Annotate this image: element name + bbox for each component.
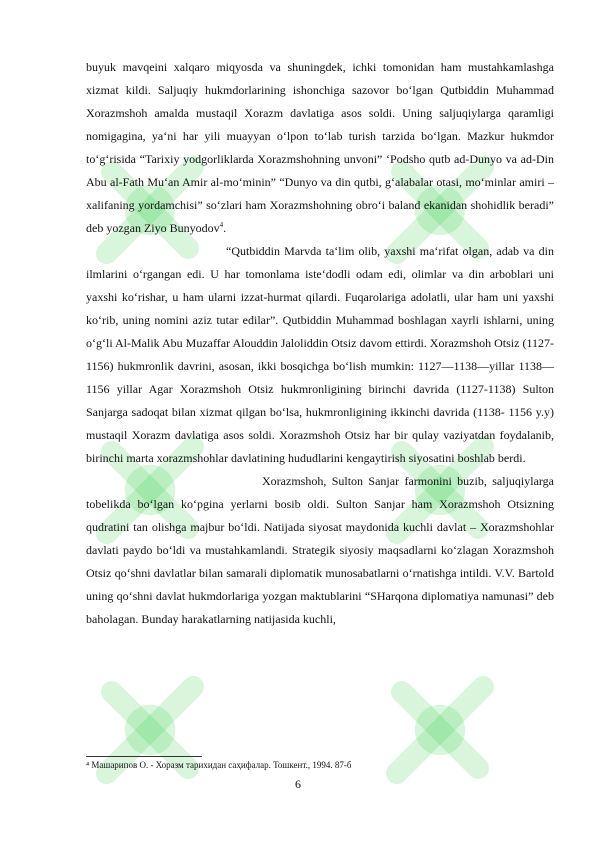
watermark-glyph-icon	[350, 640, 530, 820]
watermark-glyph-icon	[60, 640, 240, 820]
footnote-reference[interactable]: 4	[219, 221, 224, 229]
watermark	[350, 640, 530, 820]
paragraph-text: buyuk mavqeini xalqaro miqyosda va shuningdek, ichki tomonidan ham mustahkamlashga xizmat kildi. Saljuqiy hukmdorlarining ishonchiga sazovor bo‘lgan Qutbiddin Muhammad Xorazmshoh amalda mustaqil Xorazm davlatiga asos soldi. Uning saljuqiylarga qaramligi nomigagina, ya‘ni har yili muayyan o‘lpon to‘lab turish tarzida bo‘lgan. Mazkur hukmdor to‘g‘risida “Tarixiy yodgorliklarda Xorazmshohning unvoni” ‘Podsho qutb ad-Dunyo va ad-Din Abu al-Fath Mu‘an Amir al-mo‘minin” “Dunyo va din qutbi, g‘alabalar otasi, mo‘minlar amiri – xalifaning yordamchisi” so‘zlari ham Xorazmshohning obro‘i baland ekanidan shohidlik beradi” deb yozgan Ziyo Bunyodov	[86, 60, 554, 235]
footnote-divider	[86, 756, 202, 757]
paragraph: “Qutbiddin Marvda ta‘lim olib, yaxshi ma‘rifat olgan, adab va din ilmlarini o‘rgangan edi. U har tomonlama iste‘dodli odam edi, olimlar va din arboblari uni yaxshi ko‘rishar, u ham ularni izzat-hurmat qilardi. Fuqarolariga adolatli, ular ham uni yaxshi ko‘rib, uning nomini aziz tutar edilar”. Qutbiddin Muhammad boshlagan xayrli ishlarni, uning o‘g‘li Al-Malik Abu Muzaffar Alouddin Jaloliddin Otsiz davom ettirdi. Xorazmshoh Otsiz (1127-1156) hukmronlik davrini, asosan, ikki bosqichga bo‘lish mumkin: 1127—1138—yillar 1138—1156 yillar Agar Xorazmshoh Otsiz hukmronligining birinchi davrida (1127-1138) Sulton Sanjarga sadoqat bilan xizmat qilgan bo‘lsa, hukmronligining ikkinchi davrida (1138- 1156 y.y) mustaqil Xorazm davlatiga asos soldi. Xorazmshoh Otsiz har bir qulay vaziyatdan foydalanib, birinchi marta xorazmshohlar davlatining hududlarini kengaytirish siyosatini boshlab berdi.	[86, 244, 554, 465]
paragraph: Xorazmshoh, Sulton Sanjar farmonini buzib, saljuqiylarga tobelikda bo‘lgan ko‘pgina yerlarni bosib oldi. Sulton Sanjar ham Xorazmshoh Otsizning qudratini tan olishga majbur bo‘ldi. Natijada siyosat maydonida kuchli davlat – Xorazmshohlar davlati paydo bo‘ldi va mustahkamlandi. Strategik siyosiy maqsadlarni ko‘zlagan Xorazmshoh Otsiz qo‘shni davlatlar bilan samarali diplomatik munosabatlarni o‘rnatishga intildi. V.V. Bartold uning qo‘shni davlat hukmdorlariga yozgan maktublarini “SHarqona diplomatiya namunasi” deb baholagan. Bunday harakatlarning natijasida kuchli,	[86, 474, 554, 626]
page-number: 6	[295, 777, 301, 791]
page-body	[86, 56, 554, 631]
watermark	[60, 640, 240, 820]
paragraph: buyuk mavqeini xalqaro miqyosda va shuningdek, ichki tomonidan ham mustahkamlashga xizmat kildi. Saljuqiy hukmdorlarining ishonchiga sazovor bo‘lgan Qutbiddin Muhammad Xorazmshoh amalda mustaqil Xorazm davlatiga asos soldi. Uning saljuqiylarga qaramligi nomigagina, ya‘ni har yili muayyan o‘lpon to‘lab turish tarzida bo‘lgan. Mazkur hukmdor to‘g‘risida “Tarixiy yodgorliklarda Xorazmshohning unvoni” ‘Podsho qutb ad-Dunyo va ad-Din Abu al-Fath Mu‘an Amir al-mo‘minin” “Dunyo va din qutbi, g‘alabalar otasi, mo‘minlar amiri – xalifaning yordamchisi” so‘zlari ham Xorazmshohning obro‘i baland ekanidan shohidlik beradi” deb yozgan Ziyo Bunyodov$^4$.	[86, 60, 554, 235]
footnote: ⁴ Машарипов О. - Хоразм тарихидан саҳифалар. Тошкент., 1994. 87-б	[86, 760, 352, 770]
